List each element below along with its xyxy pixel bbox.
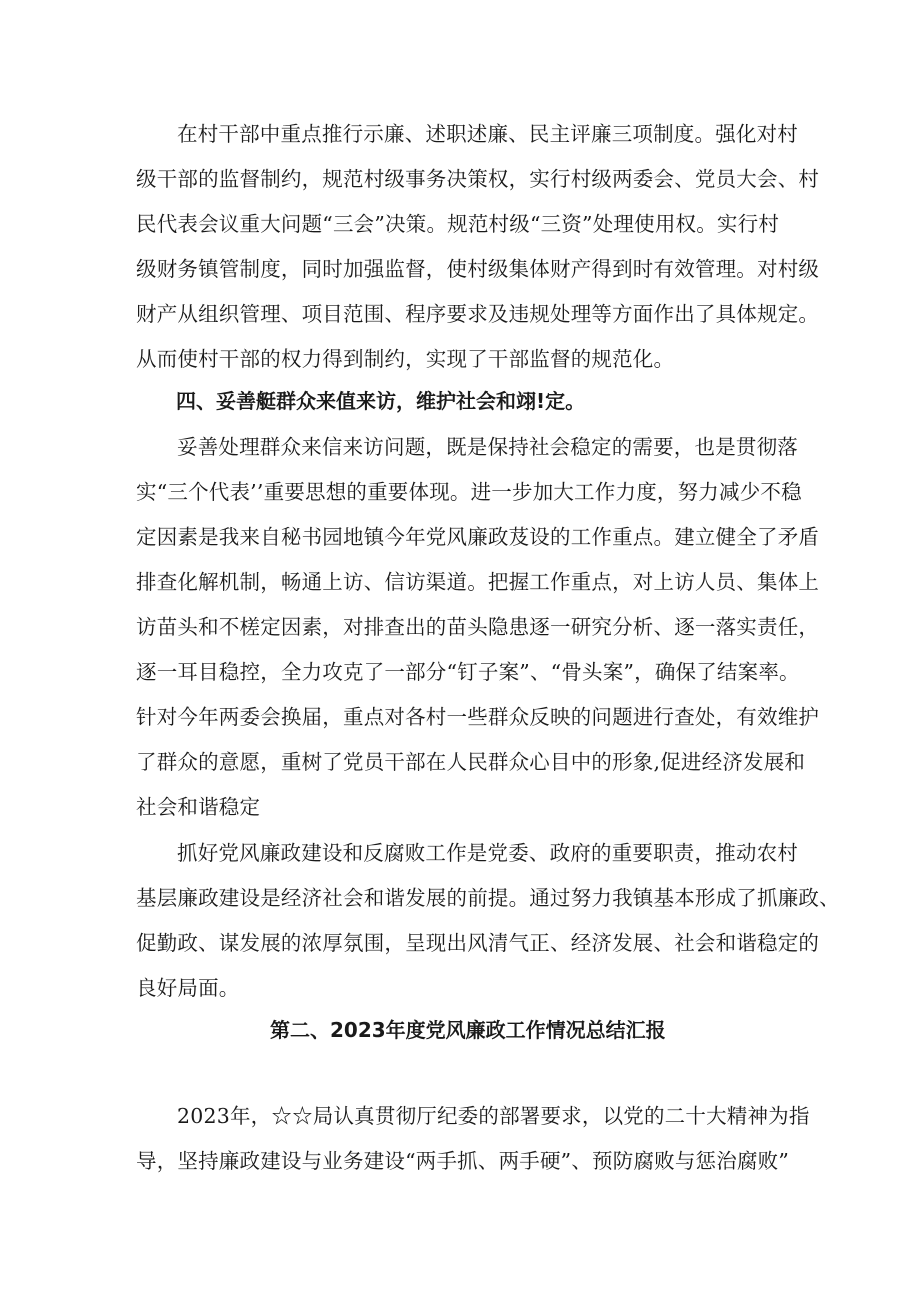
paragraph-line: 2023年，☆☆局认真贯彻厅纪委的部署要求，以党的二十大精神为指 <box>177 1104 810 1128</box>
paragraph-line: 级干部的监督制约，规范村级事务决策权，实行村级两委会、党员大会、村 <box>136 167 820 191</box>
paragraph-line: 财产从组织管理、项目范围、程序要求及违规处理等方面作出了具体规定。 <box>136 302 820 326</box>
paragraph-line: 访苗头和不槎定因素，对排查出的苗头隐患逐一研究分析、逐一落实责任， <box>136 615 820 639</box>
paragraph-line: 基层廉政建设是经济社会和谐发展的前提。通过努力我镇基本形成了抓廉政、 <box>136 886 840 910</box>
paragraph-line: 从而使村干部的权力得到制约，实现了干部监督的规范化。 <box>136 347 675 371</box>
paragraph-line: 针对今年两委会换届，重点对各村一些群众反映的问题进行查处，有效维护 <box>136 705 820 729</box>
paragraph-line: 了群众的意愿，重树了党员干部在人民群众心目中的形象,促进经济发展和 <box>136 750 806 774</box>
paragraph-line: 排查化解机制，畅通上访、信访渠道。把握工作重点，对上访人员、集体上 <box>136 570 820 594</box>
paragraph-line: 抓好党风廉政建设和反腐败工作是党委、政府的重要职责，推动农村 <box>177 841 798 865</box>
paragraph-line: 妥善处理群众来信来访问题，既是保持社会稳定的需要，也是贯彻落 <box>177 435 798 459</box>
section-heading: 四、妥善艇群众来值来访，维护社会和翊!定。 <box>176 389 586 413</box>
paragraph-line: 民代表会议重大问题“三会”决策。规范村级“三资”处理使用权。实行村 <box>136 212 780 236</box>
paragraph-line: 良好局面。 <box>136 976 240 1000</box>
paragraph-line: 级财务镇管制度，同时加强监督，使村级集体财产得到时有效管理。对村级 <box>136 257 820 281</box>
paragraph-line: 在村干部中重点推行示廉、述职述廉、民主评廉三项制度。强化对村 <box>177 122 798 146</box>
section-title: 第二、2023年度党风廉政工作情况总结汇报 <box>270 1018 666 1042</box>
paragraph-line: 社会和谐稳定 <box>136 795 261 819</box>
paragraph-line: 导，坚持廉政建设与业务建设“两手抓、两手硬”、预防腐败与惩治腐败” <box>136 1149 790 1173</box>
paragraph-line: 定因素是我来自秘书园地镇今年党风廉政芨设的工作重点。建立健全了矛盾 <box>136 525 820 549</box>
paragraph-line: 逐一耳目稳控，全力攻克了一部分“钉子案”、“骨头案”，确保了结案率。 <box>136 660 800 684</box>
paragraph-line: 促勤政、谋发展的浓厚氛围，呈现出风清气正、经济发展、社会和谐稳定的 <box>136 931 820 955</box>
paragraph-line: 实“三个代表’’重要思想的重要体现。进一步加大工作力度，努力减少不稳 <box>136 480 802 504</box>
